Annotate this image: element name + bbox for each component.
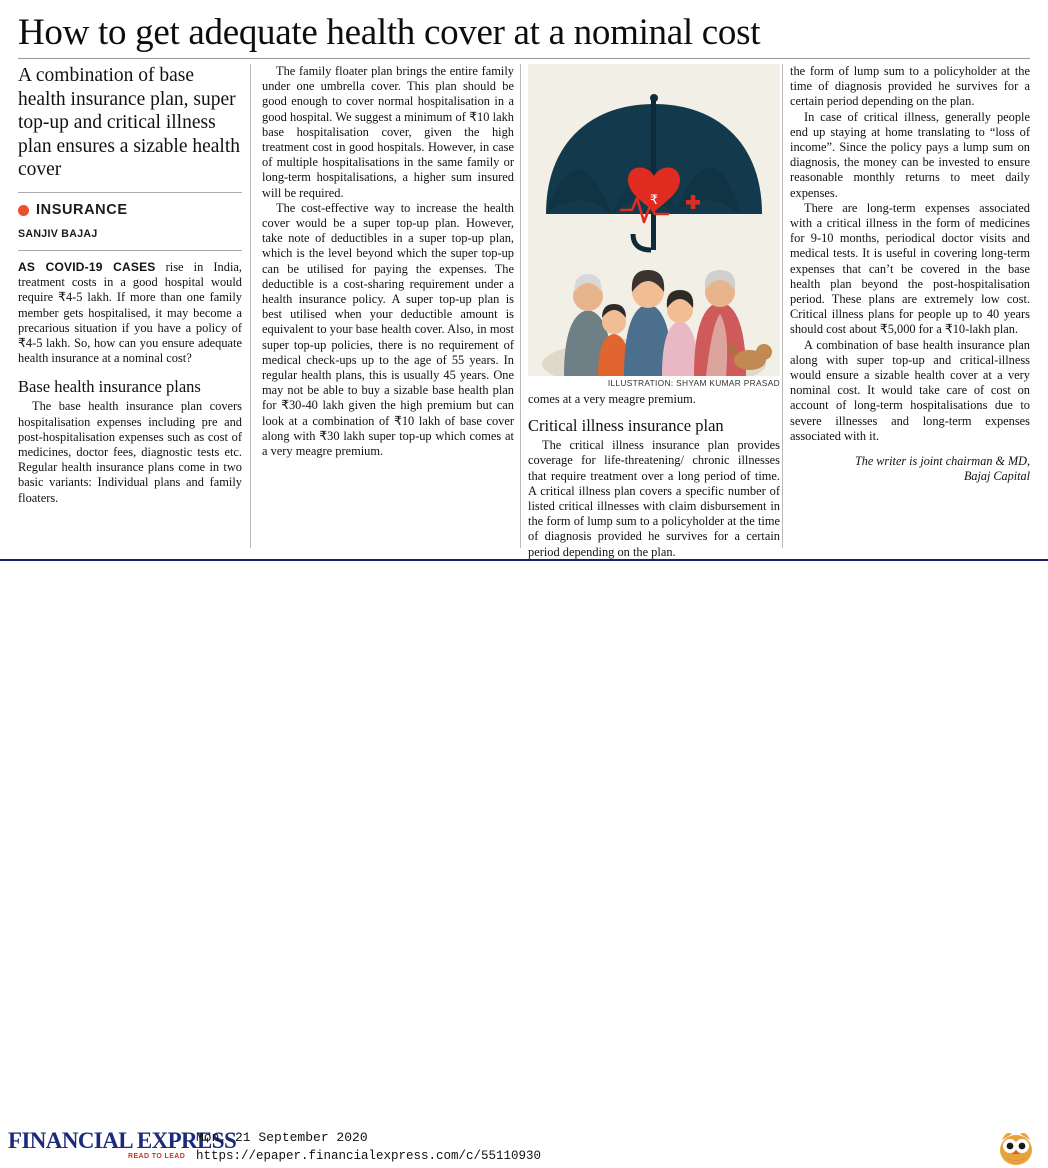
paragraph-6: There are long-term expenses associated with a critical illness in the form of medicines for 9-10 months, periodical doctor visits and medical tests. It is useful in covering long-term expenses that can’t be covered in the base health plan beyond the post-hospitalisation period. These plans are extremely low cost. Critical illness plans for people up to 40 years should cost about ₹5,000 for a ₹10-lakh plan. (790, 200, 1030, 337)
paragraph-4: The critical illness insurance plan provides coverage for life-threatening/ chronic illnesses that require treatment over a long period of time. A critical illness plan covers a specific number of listed critical illnesses with claim disbursement in the form of lump sum to a policyholder at the time of diagnosis provided he survives for a certain period depending on the plan. (528, 438, 780, 559)
column-divider-2 (520, 64, 521, 548)
page-title: How to get adequate health cover at a nominal cost (18, 12, 761, 53)
bullet-dot-icon (18, 205, 29, 216)
column-divider-1 (250, 64, 251, 548)
umbrella-family-illustration (528, 64, 780, 376)
signoff-line-2: Bajaj Capital (963, 469, 1030, 484)
publication-date: Mon, 21 September 2020 (196, 1130, 368, 1145)
illustration-caption: ILLUSTRATION: SHYAM KUMAR PRASAD (607, 378, 780, 388)
paragraph-3: The cost-effective way to increase the health cover would be a super top-up plan. However, take note of deductibles in a super top-up plan, which is the level beyond which the super top-up can be utilised for paying the expenses. The deductible is a cost-sharing requirement under a health insurance policy. A super top-up plan is best utilised when your deductible amount is equivalent to your base health cover. Also, in most super top-up policies, there is no requirement of medical check-ups up to the age of 55 years. In regular health plans, this is usually 45 years. One may not be able to buy a sizable base health plan for ₹30-40 lakh given the high premium but can look at a combination of ₹10 lakh of base cover along with ₹30 lakh super top-up which comes at a very meagre premium. (262, 200, 514, 459)
svg-text:₹: ₹ (649, 192, 659, 207)
section-kicker-label: INSURANCE (36, 201, 128, 218)
masthead-logo: FINANCIAL EXPRESS (8, 1128, 237, 1153)
lede-bold-opening: AS COVID-19 CASES (18, 259, 156, 274)
subheading-critical-illness: Critical illness insurance plan (528, 416, 724, 436)
column-one (18, 64, 242, 506)
standfirst-divider (18, 192, 242, 193)
signoff-line-1: The writer is joint chairman & MD, (854, 454, 1030, 469)
standfirst: A combination of base health insurance plan, super top-up and critical illness plan ensures a sizable health cover (18, 65, 240, 180)
lede-rest: rise in India, treatment costs in a good hospital would require ₹4-5 lakh. If more than one family member gets hospitalised, it may become a precarious situation if you have a policy of ₹4-5 lakh. So, how can you ensure adequate health insurance at a nominal cost? (18, 259, 242, 366)
epaper-url[interactable]: https://epaper.financialexpress.com/c/55110930 (196, 1149, 542, 1163)
lede-paragraph (18, 260, 242, 366)
author-signoff (790, 454, 1030, 484)
masthead-tagline: READ TO LEAD (128, 1153, 186, 1160)
byline-divider (18, 250, 242, 251)
paragraph-2: The family floater plan brings the entire family under one umbrella cover. This plan should be good enough to cover normal hospitalisation in a good hospital. We suggest a minimum of ₹10 lakh base hospitalisation cover, given the high treatment cost in good hospitals. However, in case of multiple hospitalisations in the same family or long-term hospitalisations, a higher sum insured will be required. (262, 64, 514, 200)
paragraph-5: In case of critical illness, generally people end up staying at home translating to “loss of income”. Since the policy pays a lump sum on diagnosis, the money can be invested to ensure reasonable monthly returns to meet daily expenses. (790, 109, 1030, 200)
column-divider-3 (782, 64, 783, 548)
column-two (262, 64, 514, 459)
section-kicker (18, 203, 242, 218)
owl-mascot-icon (994, 1124, 1038, 1168)
column-three (528, 392, 780, 560)
subheading-base-plans: Base health insurance plans (18, 377, 201, 397)
paragraph-1: The base health insurance plan covers hospitalisation expenses including pre and post-hospitalisation expenses such as cost of medicines, doctor fees, diagnostic tests etc. Regular health insurance plans come in two basic variants: Individual plans and family floaters. (18, 399, 242, 505)
paragraph-3-continued: comes at a very meagre premium. (528, 392, 696, 406)
paragraph-4-continued: the form of lump sum to a policyholder at the time of diagnosis provided he survives for a certain period depending on the plan. (790, 64, 1030, 109)
article-illustration (528, 64, 780, 376)
column-four (790, 64, 1030, 484)
byline: SANJIV BAJAJ (18, 227, 98, 240)
footer-bar (0, 561, 1048, 1163)
header-divider (18, 58, 1030, 59)
paragraph-7: A combination of base health insurance plan along with super top-up and critical-illness would ensure a sizable health cover at a very nominal cost. It would take care of cost on account of long-term hospitalisations due to severe illnesses and long-term expenses associated with it. (790, 337, 1030, 443)
